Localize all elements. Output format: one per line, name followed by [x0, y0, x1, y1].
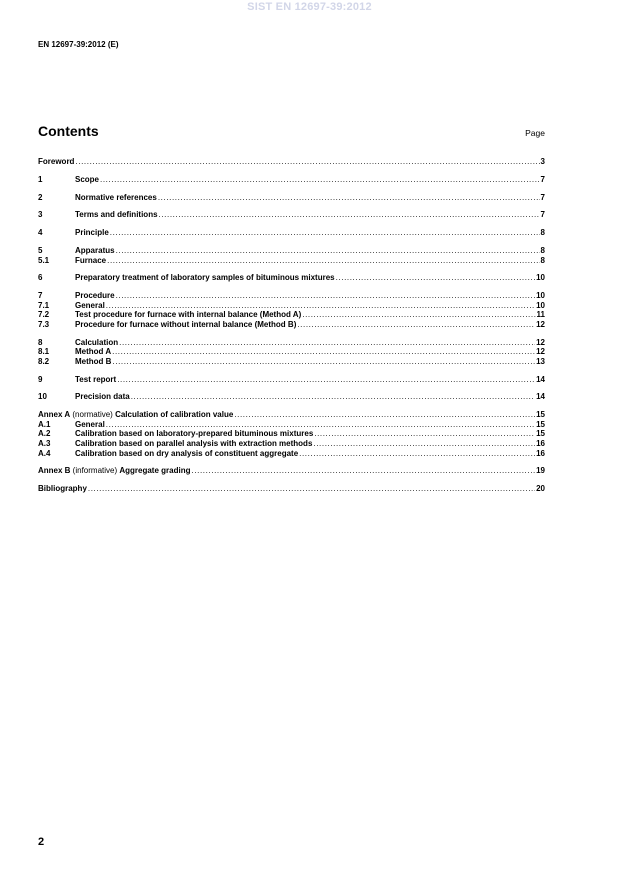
- toc-entry-title: Method A: [75, 347, 112, 357]
- toc-entry-title: Preparatory treatment of laboratory samples of bituminous mixtures: [75, 273, 335, 283]
- toc-entry-page: 15: [536, 410, 545, 420]
- table-of-contents: [38, 157, 545, 494]
- toc-entry-page: 15: [536, 419, 545, 429]
- toc-entry-calibration-lab-prepared[interactable]: [38, 429, 545, 439]
- toc-leader-dots: [299, 449, 535, 459]
- toc-entry-annex-a-general[interactable]: [38, 420, 545, 430]
- toc-entry-title: Procedure: [75, 291, 115, 301]
- toc-leader-dots: [106, 420, 535, 430]
- contents-heading: Contents: [38, 123, 99, 139]
- toc-leader-dots: [191, 466, 535, 476]
- toc-entry-annex-a[interactable]: [38, 410, 545, 420]
- toc-entry-bibliography[interactable]: [38, 484, 545, 494]
- annex-title: Aggregate grading: [119, 466, 191, 476]
- toc-entry-foreword[interactable]: [38, 157, 545, 167]
- toc-entry-page: 16: [536, 438, 545, 448]
- document-id: EN 12697-39:2012 (E): [38, 40, 119, 49]
- watermark: SIST EN 12697-39:2012: [247, 1, 372, 13]
- toc-leader-dots: [107, 256, 539, 266]
- toc-entry-title: Calculation: [75, 337, 119, 347]
- toc-entry-page: 15: [536, 429, 545, 439]
- toc-entry-principle[interactable]: [38, 228, 545, 238]
- toc-entry-page: 12: [536, 337, 545, 347]
- toc-entry-title: General: [75, 419, 105, 429]
- toc-entry-scope[interactable]: [38, 175, 545, 185]
- toc-entry-page: 19: [536, 466, 545, 476]
- toc-entry-number: 10: [38, 392, 47, 402]
- annex-label: Annex A: [38, 410, 71, 420]
- toc-entry-title: Apparatus: [75, 245, 115, 255]
- toc-entry-number: 4: [38, 228, 43, 238]
- toc-entry-title: Method B: [75, 356, 112, 366]
- toc-entry-page: 8: [540, 255, 545, 265]
- toc-entry-test-report[interactable]: [38, 375, 545, 385]
- toc-entry-title: Calibration based on parallel analysis with extraction methods: [75, 438, 313, 448]
- toc-leader-dots: [112, 347, 535, 357]
- toc-entry-page: 14: [536, 392, 545, 402]
- toc-entry-page: 7: [540, 210, 545, 220]
- toc-leader-dots: [159, 210, 540, 220]
- toc-entry-number: 9: [38, 374, 43, 384]
- toc-entry-number: 1: [38, 174, 43, 184]
- toc-entry-title: Procedure for furnace without internal balance (Method B): [75, 319, 297, 329]
- toc-leader-dots: [116, 291, 536, 301]
- toc-entry-normative-references[interactable]: [38, 193, 545, 203]
- toc-leader-dots: [116, 246, 540, 256]
- toc-leader-dots: [314, 429, 535, 439]
- toc-entry-page: 7: [540, 174, 545, 184]
- toc-entry-title: Test procedure for furnace with internal balance (Method A): [75, 310, 302, 320]
- toc-entry-calibration-parallel-analysis[interactable]: [38, 439, 545, 449]
- toc-entry-number: 7.3: [38, 319, 50, 329]
- toc-entry-number: 7.1: [38, 300, 50, 310]
- toc-entry-number: 5.1: [38, 255, 50, 265]
- toc-entry-number: A.4: [38, 448, 51, 458]
- toc-entry-method-b-procedure[interactable]: [38, 320, 545, 330]
- toc-leader-dots: [100, 175, 540, 185]
- toc-entry-title: Terms and definitions: [75, 210, 158, 220]
- toc-entry-page: 7: [540, 192, 545, 202]
- toc-entry-terms-definitions[interactable]: [38, 210, 545, 220]
- toc-leader-dots: [112, 357, 535, 367]
- toc-entry-title: Furnace: [75, 255, 107, 265]
- toc-entry-number: 7.2: [38, 310, 50, 320]
- toc-entry-title: General: [75, 300, 105, 310]
- toc-entry-page: 8: [540, 228, 545, 238]
- toc-entry-title: [38, 466, 190, 476]
- toc-leader-dots: [297, 320, 535, 330]
- toc-leader-dots: [313, 439, 535, 449]
- toc-entry-calculation-method-b[interactable]: [38, 357, 545, 367]
- toc-entry-calculation[interactable]: [38, 338, 545, 348]
- toc-leader-dots: [117, 375, 535, 385]
- toc-entry-title: Calibration based on dry analysis of constituent aggregate: [75, 448, 299, 458]
- toc-entry-page: 12: [536, 319, 545, 329]
- toc-entry-page: 20: [536, 484, 545, 494]
- annex-type: (informative): [70, 466, 120, 476]
- toc-entry-page: 13: [536, 356, 545, 366]
- toc-entry-number: 6: [38, 273, 43, 283]
- toc-entry-title: Precision data: [75, 392, 130, 402]
- toc-leader-dots: [75, 157, 539, 167]
- toc-entry-preparatory-treatment[interactable]: [38, 273, 545, 283]
- toc-entry-page: 10: [536, 291, 545, 301]
- toc-entry-calculation-method-a[interactable]: [38, 347, 545, 357]
- toc-entry-title: Calibration based on laboratory-prepared bituminous mixtures: [75, 429, 314, 439]
- toc-entry-number: 2: [38, 192, 43, 202]
- toc-entry-number: 8.1: [38, 347, 50, 357]
- toc-entry-procedure-general[interactable]: [38, 301, 545, 311]
- toc-leader-dots: [131, 392, 535, 402]
- toc-entry-number: 5: [38, 245, 43, 255]
- toc-entry-title: Normative references: [75, 192, 157, 202]
- page-column-label: Page: [525, 128, 545, 138]
- toc-entry-apparatus[interactable]: [38, 246, 545, 256]
- toc-entry-method-a-procedure[interactable]: [38, 310, 545, 320]
- toc-entry-number: 8: [38, 337, 43, 347]
- toc-entry-number: 8.2: [38, 356, 50, 366]
- toc-entry-title: Scope: [75, 174, 100, 184]
- toc-entry-title: [38, 410, 233, 420]
- toc-entry-number: A.3: [38, 438, 51, 448]
- toc-entry-page: 3: [540, 157, 545, 166]
- toc-entry-page: 12: [536, 347, 545, 357]
- annex-label: Annex B: [38, 466, 71, 476]
- annex-type: (normative): [70, 410, 116, 420]
- toc-entry-number: 3: [38, 210, 43, 220]
- toc-entry-page: 8: [540, 245, 545, 255]
- toc-entry-furnace[interactable]: [38, 256, 545, 266]
- toc-entry-number: A.2: [38, 429, 51, 439]
- toc-entry-procedure[interactable]: [38, 291, 545, 301]
- toc-entry-page: 16: [536, 448, 545, 458]
- toc-entry-number: A.1: [38, 419, 51, 429]
- toc-leader-dots: [88, 484, 535, 494]
- toc-entry-title: Principle: [75, 228, 109, 238]
- toc-entry-page: 11: [536, 310, 545, 320]
- toc-entry-page: 14: [536, 374, 545, 384]
- toc-entry-annex-b[interactable]: [38, 466, 545, 476]
- toc-leader-dots: [106, 301, 535, 311]
- toc-leader-dots: [336, 273, 535, 283]
- page-number: 2: [38, 836, 45, 848]
- toc-leader-dots: [302, 310, 535, 320]
- toc-entry-precision-data[interactable]: [38, 392, 545, 402]
- toc-entry-page: 10: [536, 273, 545, 283]
- toc-entry-page: 10: [536, 300, 545, 310]
- toc-entry-title: Foreword: [38, 157, 75, 166]
- annex-title: Calculation of calibration value: [115, 410, 234, 420]
- toc-entry-calibration-dry-analysis[interactable]: [38, 449, 545, 459]
- toc-leader-dots: [119, 338, 535, 348]
- toc-leader-dots: [110, 228, 540, 238]
- toc-entry-title: Bibliography: [38, 484, 87, 494]
- toc-leader-dots: [234, 410, 535, 420]
- toc-entry-number: 7: [38, 291, 43, 301]
- toc-entry-title: Test report: [75, 374, 117, 384]
- toc-leader-dots: [158, 193, 540, 203]
